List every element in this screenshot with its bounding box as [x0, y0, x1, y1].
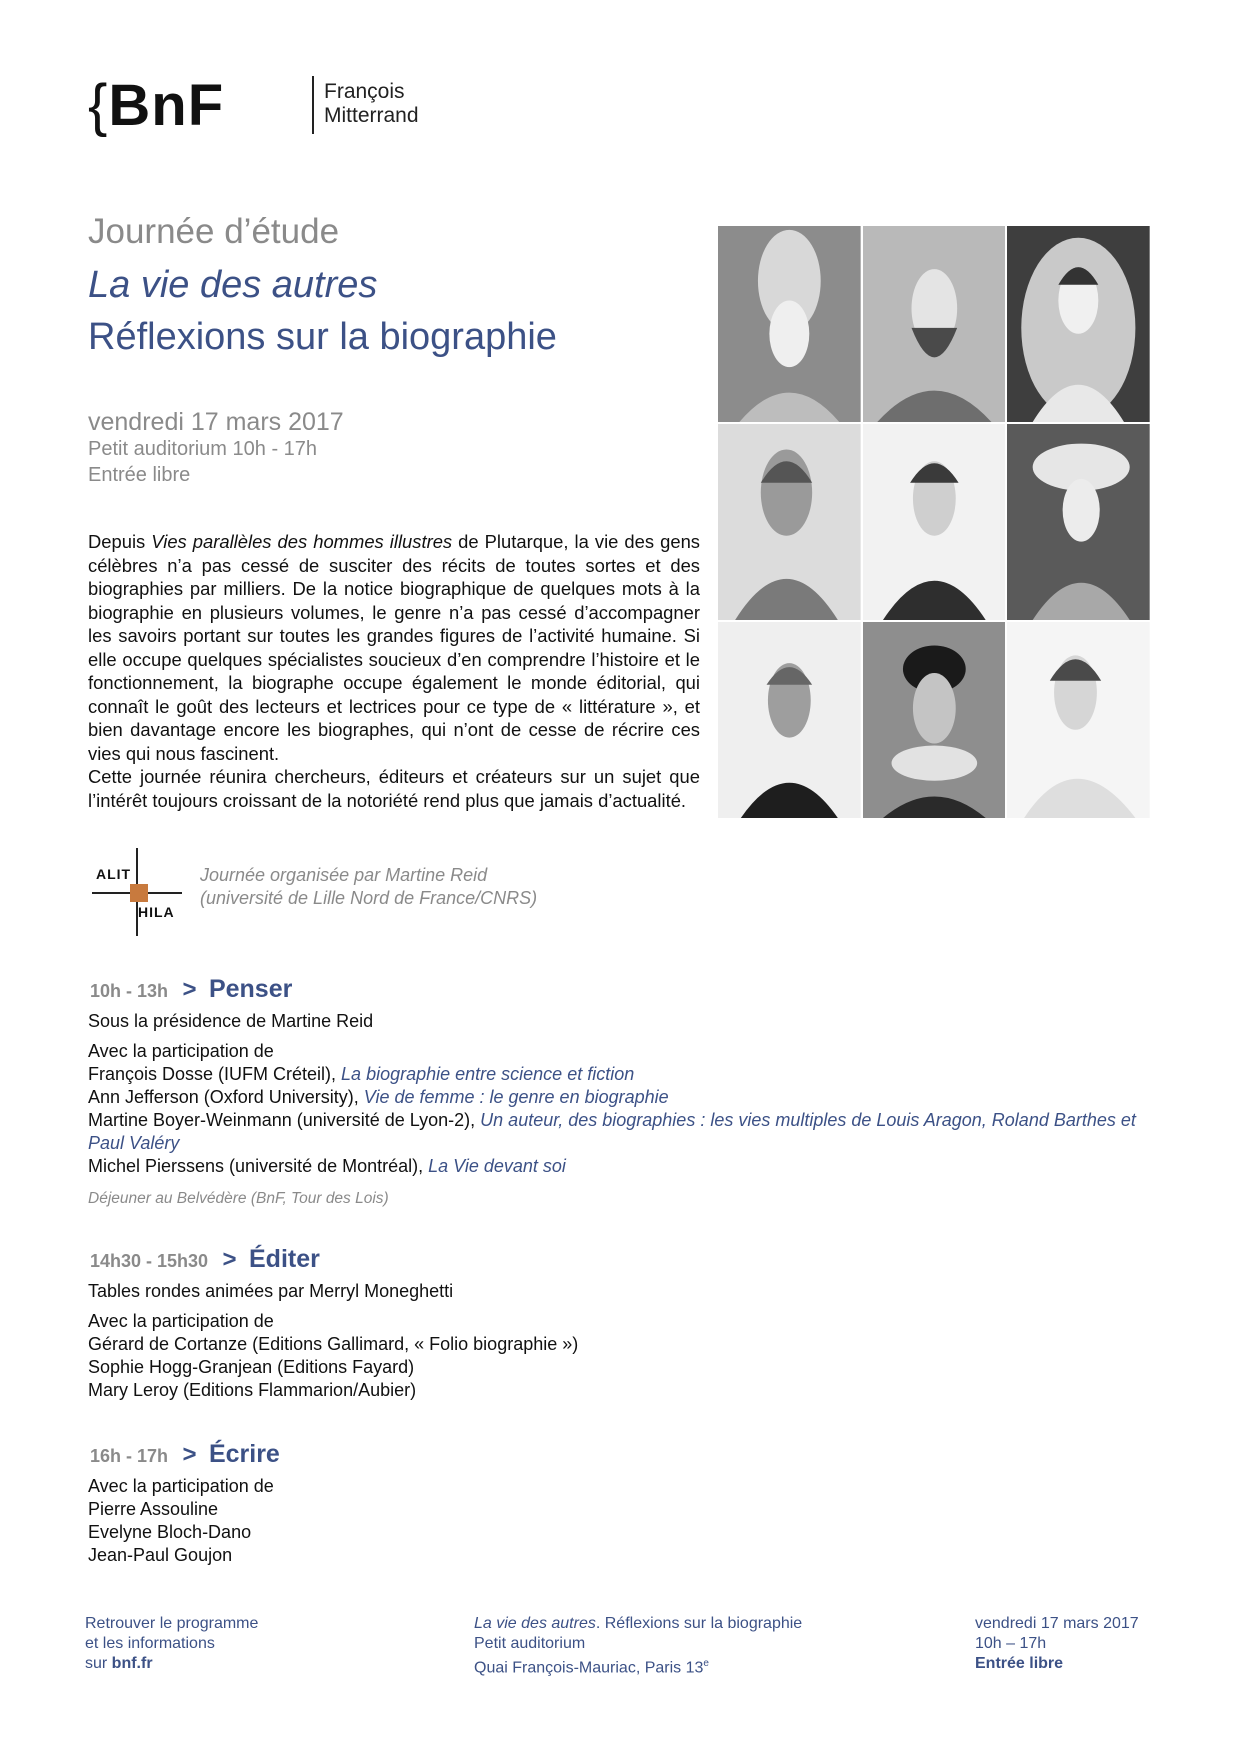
arrow-icon: >: [182, 976, 197, 1003]
intro-paragraph-2: Cette journée réunira chercheurs, éditeurs et créateurs sur un sujet que l’intérêt toujours croissant de la notoriété rend plus que jamais d’actualité.: [88, 766, 700, 811]
speaker-row: François Dosse (IUFM Créteil), La biographie entre science et fiction: [88, 1064, 635, 1084]
speaker-list: Avec la participation de François Dosse (IUFM Créteil), La biographie entre science et fiction Ann Jefferson (Oxford University), Vie de femme : le genre en biographie Martine Boyer-Weinmann (université de Lyon-2), Un auteur, des biographies : les vies multiples de Louis Aragon, Roland Barthes et Paul Valéry Michel Pierssens (université de Montréal), La Vie devant soi: [88, 1040, 1168, 1178]
arrow-icon: >: [222, 1246, 237, 1273]
session-title: Écrire: [208, 1440, 280, 1468]
logo-subtitle: François Mitterrand: [324, 80, 419, 127]
lunch-note: Déjeuner au Belvédère (BnF, Tour des Lois): [88, 1190, 389, 1207]
session-title: Éditer: [249, 1245, 320, 1273]
session-time: 10h - 13h: [90, 981, 169, 1001]
event-title: La vie des autres: [88, 264, 378, 306]
portrait-image: [718, 424, 861, 620]
footer-date: vendredi 17 mars 2017 10h – 17h Entrée libre: [975, 1615, 1139, 1672]
session-ecrire-heading: [90, 1440, 280, 1469]
event-place: Petit auditorium 10h - 17h: [88, 438, 318, 460]
portrait-image: [1007, 622, 1150, 818]
event-subtitle: Réflexions sur la biographie: [88, 316, 557, 358]
session-editer-heading: [90, 1245, 320, 1274]
intro-paragraph-1: Depuis Vies parallèles des hommes illustres de Plutarque, la vie des gens célèbres n’a pas cessé de susciter des récits de toutes sortes et des biographies par milliers. De la notice biographique de quelques mots à la biographie en plusieurs volumes, le genre n’a pas cessé d’accompagner les savoirs portant sur toutes les grandes figures de l’activité humaine. Si elle occupe quelques spécialistes soucieux d’en comprendre l’histoire et le fonctionnement, la biographe occupe également le monde éditorial, qui connaît le goût des lecteurs et lectrices pour ce type de « littérature », et bien davantage encore les biographes, qui n’ont de cesse de récrire ces vies qui nous fascinent.: [88, 531, 701, 764]
portrait-image: [718, 226, 861, 422]
session-chair: Sous la présidence de Martine Reid: [88, 1011, 374, 1031]
session-penser-heading: [90, 975, 292, 1004]
alithila-logo: [92, 848, 182, 936]
speaker-row: Jean-Paul Goujon: [88, 1545, 233, 1565]
portrait-image: [1007, 226, 1150, 422]
logo-separator: [312, 76, 314, 134]
speaker-row: Pierre Assouline: [88, 1499, 219, 1519]
footer-event: La vie des autres. Réflexions sur la biographie Petit auditorium Quai François-Mauriac, Paris 13e: [474, 1615, 803, 1677]
logo-brand: {BnF: [88, 73, 225, 138]
footer-info: Retrouver le programme et les informations sur bnf.fr: [85, 1615, 259, 1672]
session-title: Penser: [208, 975, 293, 1003]
session-time: 16h - 17h: [90, 1446, 169, 1466]
intro-text: [88, 530, 700, 812]
speaker-row: Michel Pierssens (université de Montréal), La Vie devant soi: [88, 1156, 566, 1176]
portrait-image: [1007, 424, 1150, 620]
speaker-row: Ann Jefferson (Oxford University), Vie de femme : le genre en biographie: [88, 1087, 669, 1107]
speaker-row: Gérard de Cortanze (Editions Gallimard, « Folio biographie »): [88, 1334, 579, 1354]
event-kicker: Journée d’étude: [88, 212, 340, 251]
speaker-row: Evelyne Bloch-Dano: [88, 1522, 252, 1542]
speaker-list: Avec la participation de Pierre Assouline Evelyne Bloch-Dano Jean-Paul Goujon: [88, 1476, 274, 1565]
bnf-link[interactable]: bnf.fr: [111, 1655, 153, 1672]
portrait-image: [863, 622, 1006, 818]
event-entry: Entrée libre: [88, 464, 191, 486]
portrait-image: [863, 424, 1006, 620]
event-date: vendredi 17 mars 2017: [88, 408, 344, 436]
session-chair: Tables rondes animées par Merryl Moneghetti: [88, 1281, 454, 1301]
session-time: 14h30 - 15h30: [90, 1251, 209, 1271]
speaker-row: Martine Boyer-Weinmann (université de Lyon-2), Un auteur, des biographies : les vies multiples de Louis Aragon, Roland Barthes et Paul Valéry: [88, 1110, 1136, 1153]
portrait-grid: [718, 226, 1150, 818]
speaker-list: Avec la participation de Gérard de Cortanze (Editions Gallimard, « Folio biographie ») Sophie Hogg-Granjean (Editions Fayard) Mary Leroy (Editions Flammarion/Aubier): [88, 1311, 579, 1400]
alithila-logo-top: ALIT: [96, 866, 132, 882]
arrow-icon: >: [182, 1441, 197, 1468]
speaker-row: Mary Leroy (Editions Flammarion/Aubier): [88, 1380, 417, 1400]
speaker-row: Sophie Hogg-Granjean (Editions Fayard): [88, 1357, 415, 1377]
organizer-note: Journée organisée par Martine Reid (université de Lille Nord de France/CNRS): [200, 865, 538, 908]
portrait-image: [863, 226, 1006, 422]
alithila-logo-bottom: HILA: [138, 904, 175, 920]
portrait-image: [718, 622, 861, 818]
